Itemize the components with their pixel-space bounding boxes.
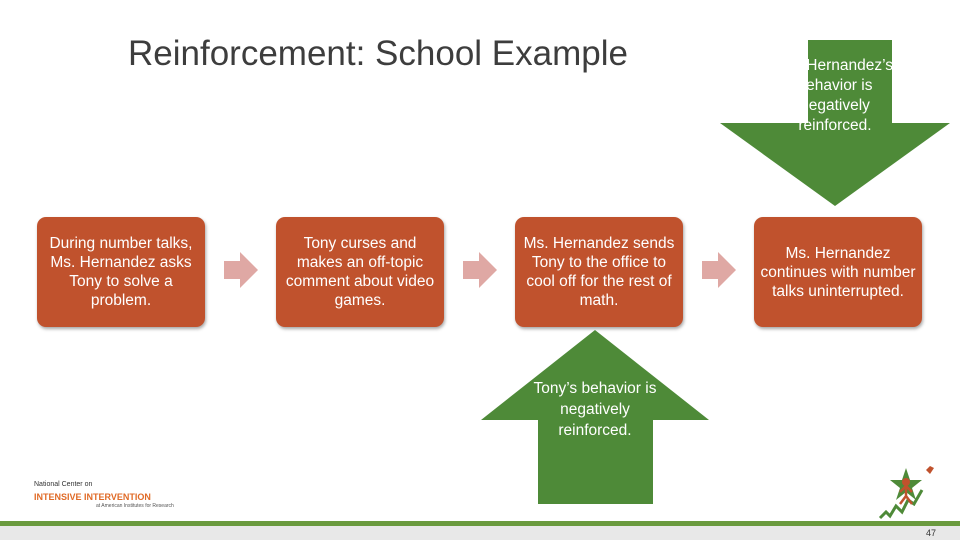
step-box-4 xyxy=(754,217,922,327)
ncii-logo xyxy=(34,481,204,517)
logo-line-3: at American Institutes for Research xyxy=(96,503,174,509)
step-arrow-2 xyxy=(463,252,497,288)
student-callout-text: Tony’s behavior is negatively reinforced. xyxy=(533,380,657,439)
teacher-callout-text: Ms. Hernandez’s behavior is negatively reinforced. xyxy=(776,57,893,134)
step-text-1: During number talks, Ms. Hernandez asks Tony to solve a problem. xyxy=(49,235,193,309)
footer-gray-bar xyxy=(0,526,960,540)
slide-title: Reinforcement: School Example xyxy=(128,34,628,73)
step-box-3 xyxy=(515,217,683,327)
step-text-3: Ms. Hernandez sends Tony to the office to cool off for the rest of math. xyxy=(523,235,675,309)
step-text-2: Tony curses and makes an off-topic comment about video games. xyxy=(285,235,435,309)
step-arrow-3 xyxy=(702,252,736,288)
star-emblem-icon xyxy=(876,462,942,522)
logo-line-2: INTENSIVE INTERVENTION xyxy=(34,492,151,502)
step-box-1 xyxy=(37,217,205,327)
logo-line-1: National Center on xyxy=(34,481,93,488)
step-text-4: Ms. Hernandez continues with number talks uninterrupted. xyxy=(760,244,916,300)
page-number: 47 xyxy=(925,528,936,538)
step-box-2 xyxy=(276,217,444,327)
step-arrow-1 xyxy=(224,252,258,288)
